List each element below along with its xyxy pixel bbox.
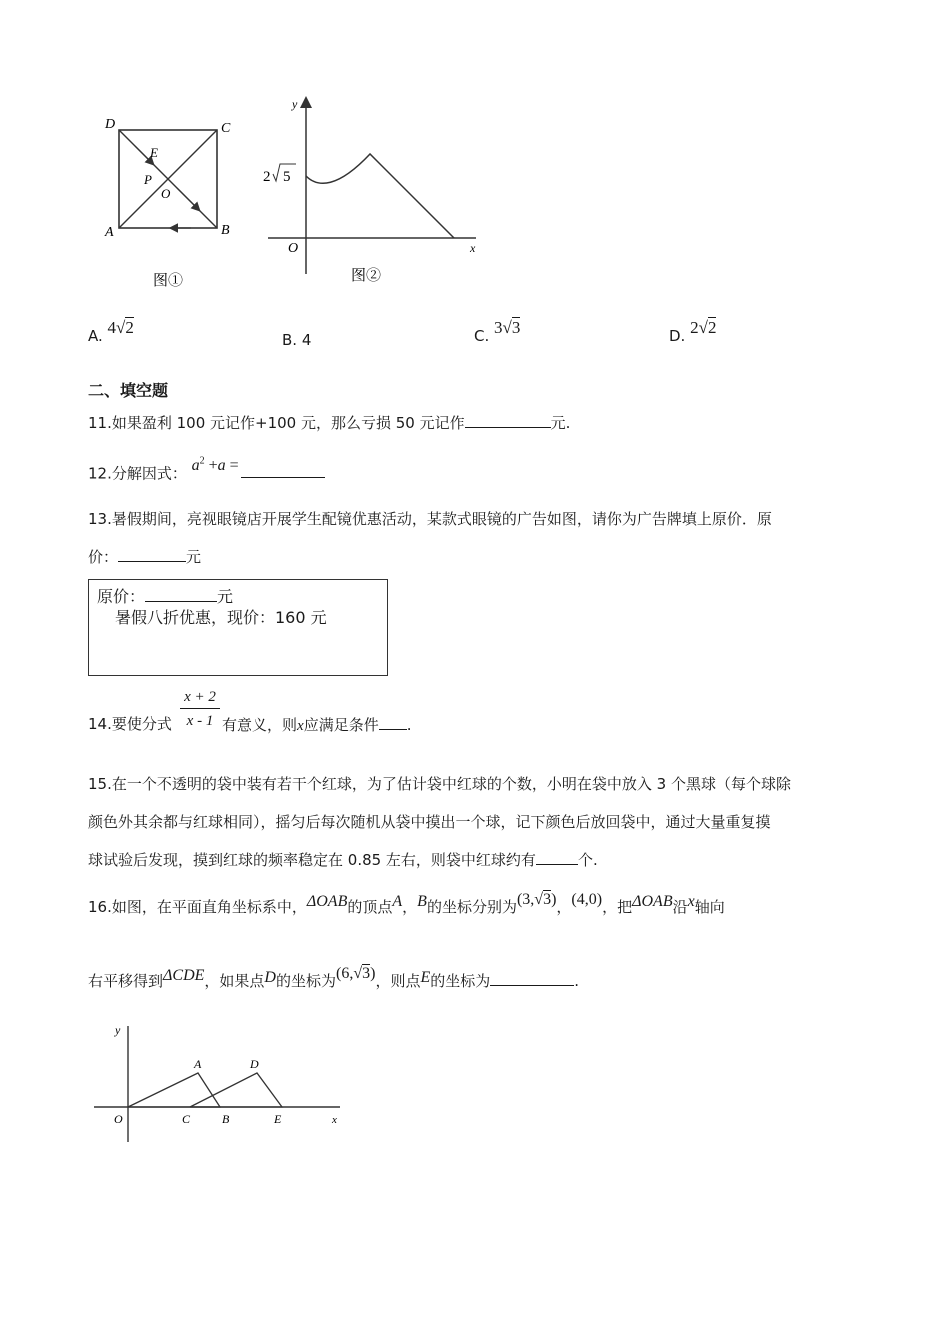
answer-blank-14[interactable]: [379, 714, 407, 730]
coord-d: (6,√3): [336, 965, 376, 982]
triangle-oab: ΔOAB: [306, 893, 348, 910]
question-14-rest: 有意义，则x应满足条件 .: [222, 716, 412, 734]
fig3-label-x: x: [332, 1114, 337, 1126]
question-15-line2: 颜色外其余都与红球相同），摇匀后每次随机从袋中摸出一个球，记下颜色后放回袋中，通过大量重复摸: [88, 813, 771, 831]
answer-blank-15[interactable]: [536, 849, 578, 865]
ad-original-price: 原价： 元: [97, 587, 234, 606]
option-d-letter: D.: [669, 327, 686, 345]
label-e: E: [150, 145, 158, 160]
fig3-label-o: O: [114, 1112, 123, 1126]
fraction-14: [180, 688, 220, 730]
fig3-label-d: D: [250, 1057, 259, 1071]
option-a-letter: A.: [88, 327, 103, 345]
triangle-cde: ΔCDE: [163, 967, 205, 984]
x-axis-label: x: [470, 241, 476, 255]
label-o: O: [161, 186, 171, 201]
figure-2-graph: [258, 92, 488, 292]
figure-3-translation: [90, 1018, 350, 1148]
option-b-letter: B.: [282, 331, 298, 349]
option-c-value: 3√3: [494, 318, 521, 337]
coord-b: (4,0): [571, 891, 603, 908]
section-heading: 二、填空题: [88, 381, 169, 400]
y-axis-label: y: [292, 97, 298, 111]
answer-blank-12[interactable]: [241, 462, 325, 478]
answer-blank-16[interactable]: [490, 970, 574, 986]
fraction-denominator: x - 1: [186, 713, 214, 729]
fig3-label-a: A: [194, 1057, 202, 1071]
fraction-numerator: x + 2: [180, 688, 220, 709]
coord-a: (3,√3): [516, 891, 557, 908]
option-a-value: 4√2: [107, 318, 134, 337]
option-c-letter: C.: [474, 327, 490, 345]
triangle-oab-shape: [128, 1073, 220, 1107]
fig3-label-e: E: [274, 1112, 282, 1126]
triangle-cde-shape: [190, 1073, 282, 1107]
option-c[interactable]: [474, 318, 521, 346]
label-b: B: [221, 223, 230, 238]
option-a[interactable]: [88, 318, 134, 346]
option-b-value: 4: [301, 331, 312, 349]
arrow-o-to-b: [177, 188, 199, 210]
expression-12: $a^2 +a$ =: [191, 456, 239, 475]
question-11: 11.如果盈利 100 元记作+100 元，那么亏损 50 元记作 元.: [88, 414, 571, 432]
question-15-line3: 球试验后发现，摸到红球的频率稳定在 0.85 左右，则袋中红球约有 个.: [88, 851, 598, 869]
answer-blank-11[interactable]: [465, 412, 551, 428]
option-d[interactable]: [669, 318, 717, 346]
figure-1-caption: 图①: [153, 273, 184, 289]
y-value-rad: 5: [283, 169, 291, 185]
figure-2-caption: 图②: [351, 268, 382, 284]
question-12: 12.分解因式： $a^2 +a$ =: [88, 460, 325, 484]
label-a: A: [105, 225, 114, 240]
question-16-line2: 右平移得到ΔCDE，如果点D的坐标为(6,√3)，则点E的坐标为 .: [88, 965, 580, 990]
fig3-label-b: B: [222, 1112, 230, 1126]
function-curve: [306, 154, 454, 238]
label-d: D: [105, 117, 116, 132]
y-value-coef: 2: [263, 169, 271, 185]
fig3-label-c: C: [182, 1112, 191, 1126]
question-14-prefix: 14.要使分式: [88, 715, 172, 733]
ad-board: [88, 579, 388, 676]
question-16-line1: 16.如图，在平面直角坐标系中，ΔOAB的顶点A，B的坐标分别为(3,√3)，(4,0)，把ΔOAB沿x轴向: [88, 891, 725, 916]
origin-label: O: [288, 241, 299, 256]
question-15-line1: 15.在一个不透明的袋中装有若干个红球，为了估计袋中红球的个数，小明在袋中放入 3 个黑球（每个球除: [88, 775, 791, 793]
figure-1-square: [95, 110, 245, 295]
fig3-label-y: y: [115, 1023, 121, 1037]
ad-discount: 暑假八折优惠，现价：160 元: [115, 608, 327, 627]
ad-price-blank[interactable]: [145, 586, 217, 602]
label-c: C: [221, 121, 231, 136]
option-b[interactable]: [282, 330, 311, 350]
option-d-value: 2√2: [690, 318, 717, 337]
answer-blank-13[interactable]: [118, 546, 186, 562]
label-p: P: [144, 172, 152, 187]
question-13-line1: 13.暑假期间，亮视眼镜店开展学生配镜优惠活动，某款式眼镜的广告如图，请你为广告牌填上原价．原: [88, 510, 772, 528]
question-13-line2: 价： 元: [88, 548, 202, 566]
